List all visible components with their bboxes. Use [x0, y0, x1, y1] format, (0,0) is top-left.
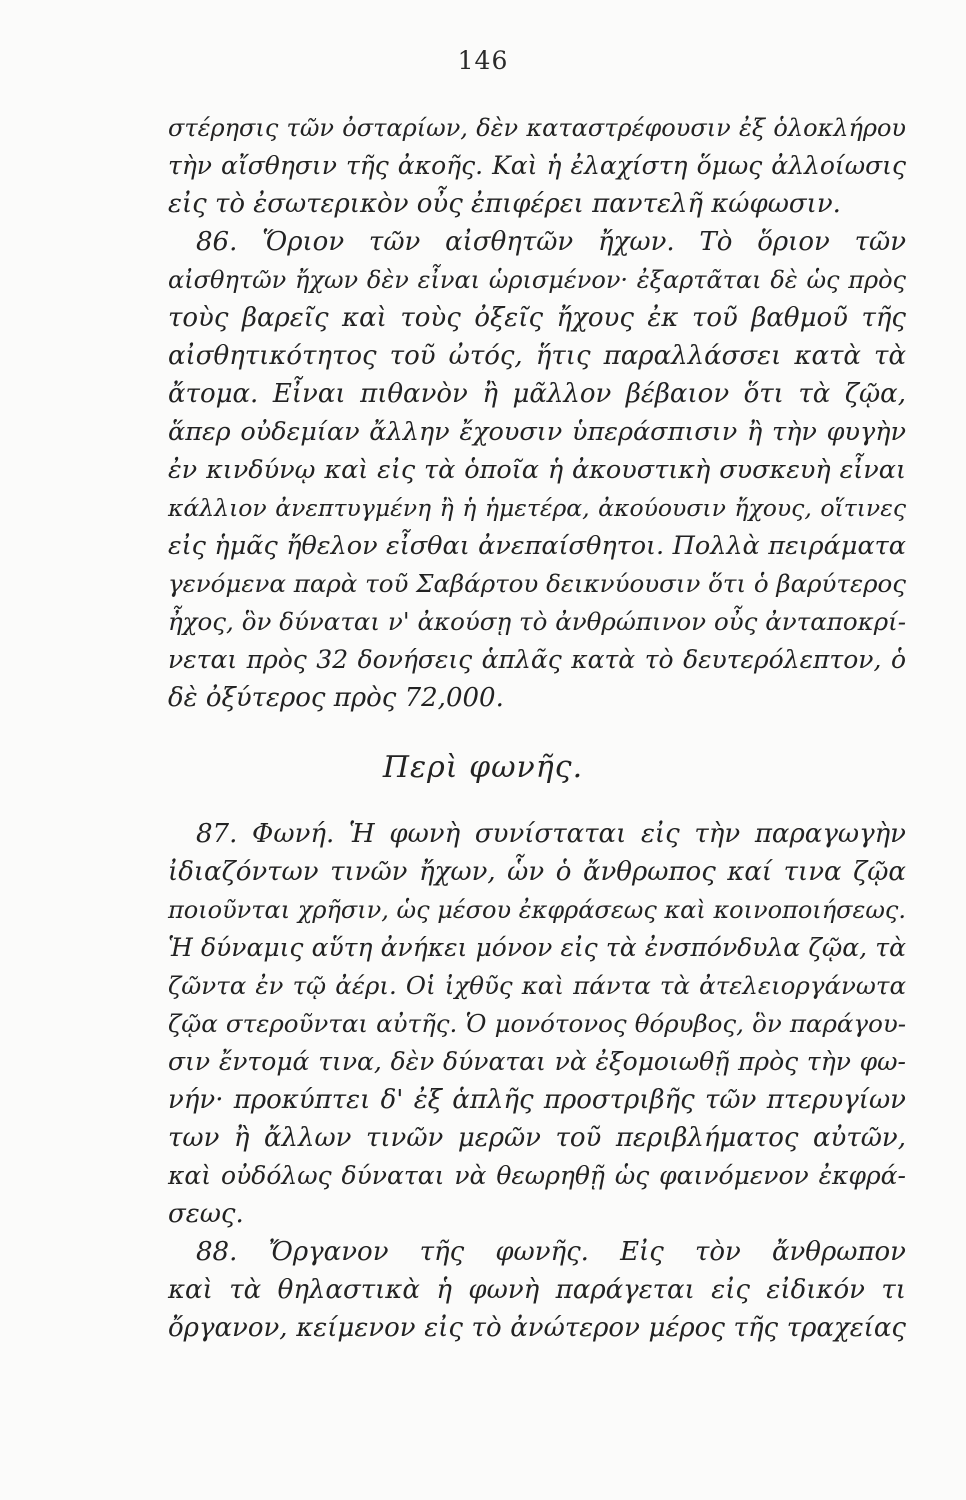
text-line: κάλλιον ἀνεπτυγμένη ἢ ἡ ἡμετέρα, ἀκούουσιν ἤχους, οἵτινες — [168, 494, 906, 522]
text-line: ἅπερ οὐδεμίαν ἄλλην ἔχουσιν ὑπεράσπισιν ἢ τὴν φυγὴν — [168, 417, 906, 447]
text-block-top — [168, 109, 906, 717]
text-line: τοὺς βαρεῖς καὶ τοὺς ὀξεῖς ἤχους ἐκ τοῦ βαθμοῦ τῆς — [168, 303, 906, 333]
text-line: καὶ τὰ θηλαστικὰ ἡ φωνὴ παράγεται εἰς εἰδικόν τι — [168, 1275, 906, 1305]
text-line: εἰς τὸ ἐσωτερικὸν οὖς ἐπιφέρει παντελῆ κώφωσιν. — [168, 189, 841, 219]
section-heading: Περὶ φωνῆς. — [382, 750, 584, 785]
text-line: δὲ ὀξύτερος πρὸς 72,000. — [168, 683, 504, 713]
text-line: νήν· προκύπτει δ' ἐξ ἁπλῆς προστριβῆς τῶν πτερυγίων — [168, 1085, 906, 1115]
text-line: στέρησις τῶν ὀσταρίων, δὲν καταστρέφουσιν ἐξ ὁλοκλήρου — [168, 114, 906, 142]
text-line: των ἢ ἄλλων τινῶν μερῶν τοῦ περιβλήματος αὐτῶν, — [168, 1123, 906, 1153]
text-line: αἰσθητικότητος τοῦ ὠτός, ἥτις παραλλάσσει κατὰ τὰ — [168, 341, 906, 371]
text-line: Ἡ δύναμις αὕτη ἀνήκει μόνον εἰς τὰ ἐνσπόνδυλα ζῷα, τὰ — [168, 933, 906, 962]
text-line: σεως. — [168, 1199, 244, 1229]
text-line: τὴν αἴσθησιν τῆς ἀκοῆς. Καὶ ἡ ἐλαχίστη ὅμως ἀλλοίωσις — [168, 151, 906, 180]
text-line: ζῷα στεροῦνται αὐτῆς. Ὁ μονότονος θόρυβος, ὃν παράγου- — [168, 1009, 906, 1038]
text-line: ἦχος, ὃν δύναται ν' ἀκούσῃ τὸ ἀνθρώπινον οὖς ἀνταποκρί- — [168, 607, 906, 636]
section-88-first-line: 88. Ὄργανον τῆς φωνῆς. Εἰς τὸν ἄνθρωπον — [196, 1237, 906, 1267]
section-86-first-line: 86. Ὅριον τῶν αἰσθητῶν ἤχων. Τὸ ὅριον τῶν — [196, 227, 906, 257]
text-line: ἐν κινδύνῳ καὶ εἰς τὰ ὁποῖα ἡ ἀκουστικὴ συσκευὴ εἶναι — [168, 455, 906, 485]
text-line: ποιοῦνται χρῆσιν, ὡς μέσου ἐκφράσεως καὶ κοινοποιήσεως. — [168, 896, 906, 924]
page-number: 146 — [457, 46, 509, 75]
text-block-bottom — [168, 815, 906, 1347]
text-line: καὶ οὐδόλως δύναται νὰ θεωρηθῇ ὡς φαινόμενον ἐκφρά- — [168, 1161, 906, 1190]
text-line: σιν ἔντομά τινα, δὲν δύναται νὰ ἐξομοιωθῇ πρὸς τὴν φω- — [168, 1047, 906, 1076]
text-line: ζῶντα ἐν τῷ ἀέρι. Οἱ ἰχθῦς καὶ πάντα τὰ ἀτελειοργάνωτα — [168, 971, 906, 1000]
text-line: ἄτομα. Εἶναι πιθανὸν ἢ μᾶλλον βέβαιον ὅτι τὰ ζῷα, — [168, 379, 906, 409]
text-line: γενόμενα παρὰ τοῦ Σαβάρτου δεικνύουσιν ὅτι ὁ βαρύτερος — [168, 569, 906, 598]
text-line: ὄργανον, κείμενον εἰς τὸ ἀνώτερον μέρος τῆς τραχείας — [168, 1313, 906, 1343]
text-line: εἰς ἡμᾶς ἤθελον εἶσθαι ἀνεπαίσθητοι. Πολλὰ πειράματα — [168, 531, 906, 561]
text-line: νεται πρὸς 32 δονήσεις ἁπλᾶς κατὰ τὸ δευτερόλεπτον, ὁ — [168, 645, 906, 674]
section-87-first-line: 87. Φωνή. Ἡ φωνὴ συνίσταται εἰς τὴν παραγωγὴν — [196, 819, 906, 849]
text-line: ἰδιαζόντων τινῶν ἤχων, ὧν ὁ ἄνθρωπος καί τινα ζῷα — [168, 857, 906, 887]
text-line: αἰσθητῶν ἤχων δὲν εἶναι ὡρισμένον· ἐξαρτᾶται δὲ ὡς πρὸς — [168, 266, 906, 294]
